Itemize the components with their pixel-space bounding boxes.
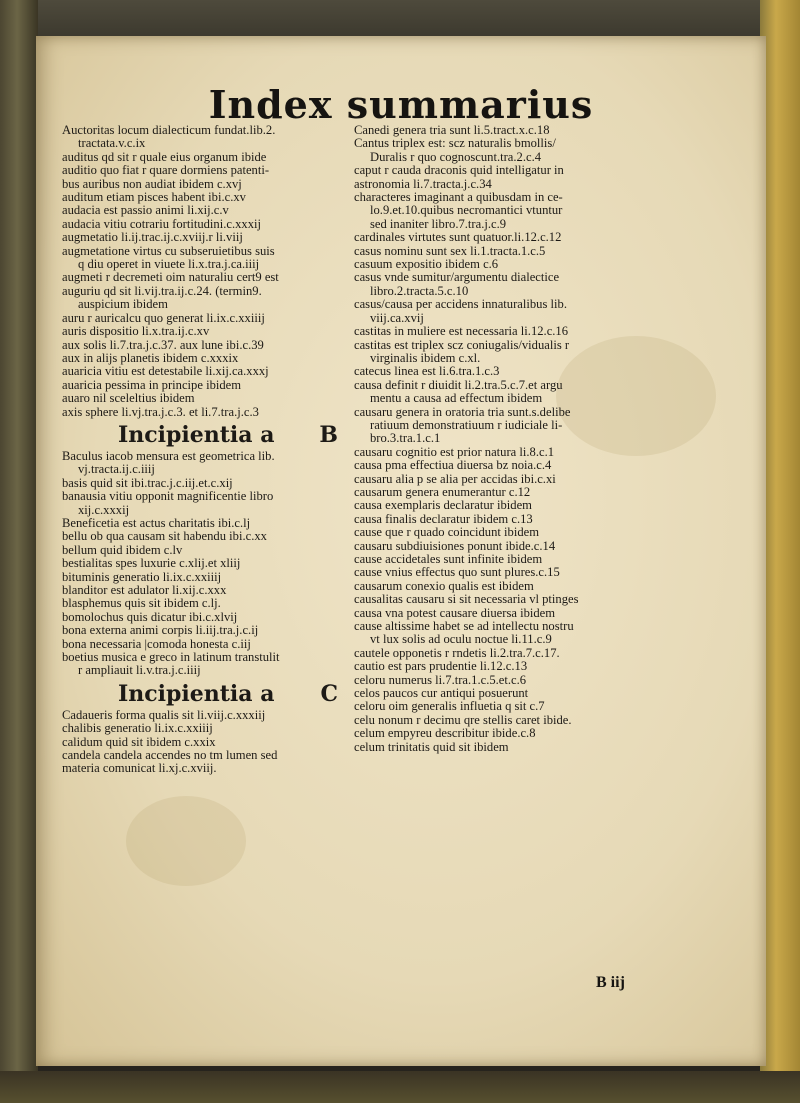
- index-entry: casus vnde sumitur/argumentu dialectice: [354, 271, 560, 285]
- index-entry: sed inaniter libro.7.tra.j.c.9: [370, 217, 507, 231]
- index-entry: auditio quo fiat r quare dormiens patenti-: [62, 164, 270, 178]
- index-entry: celos paucos cur antiqui posuerunt: [354, 687, 529, 701]
- index-entry: axis sphere li.vj.tra.j.c.3. et li.7.tra.j.c.3: [62, 405, 259, 419]
- index-entry: cautio est pars prudentie li.12.c.13: [354, 660, 528, 674]
- index-entry: cause que r quado coincidunt ibidem: [354, 526, 540, 540]
- index-entry: audacia vitiu cotrariu fortitudini.c.xxxij: [62, 217, 261, 231]
- index-entry: characteres imaginant a quibusdam in ce-: [354, 191, 563, 205]
- index-entry: castitas in muliere est necessaria li.12.c.16: [354, 325, 569, 339]
- page-leaf: [36, 36, 766, 1066]
- index-entry: bellum quid ibidem c.lv: [62, 543, 183, 557]
- index-entry: bestialitas spes luxurie c.xlij.et xliij: [62, 557, 241, 571]
- index-entry: causa vna potest causare diuersa ibidem: [354, 606, 556, 620]
- index-entry: auaricia vitiu est detestabile li.xij.ca.xxxj: [62, 365, 269, 379]
- index-entry: vt lux solis ad oculu noctue li.11.c.9: [370, 633, 552, 647]
- index-entry: r ampliauit li.v.tra.j.c.iiij: [78, 664, 201, 678]
- index-entry: caput r cauda draconis quid intelligatur in: [354, 164, 564, 178]
- index-entry: causaru subdiuisiones ponunt ibide.c.14: [354, 539, 556, 553]
- entries-b-list: [62, 450, 362, 678]
- index-entry: causa pma effectiua diuersa bz noia.c.4: [354, 459, 552, 473]
- index-entry: bona necessaria |comoda honesta c.iij: [62, 637, 251, 651]
- page-edges: [760, 0, 800, 1103]
- section-heading-word: Incipientia a: [118, 421, 275, 448]
- index-entry: causaru cognitio est prior natura li.8.c.1: [354, 445, 555, 459]
- index-entry: auspicium ibidem: [78, 298, 168, 312]
- index-entry: auris dispositio li.x.tra.ij.c.xv: [62, 325, 210, 339]
- index-entry: candela candela accendes no tm lumen sed: [62, 749, 278, 763]
- index-entry: auditus qd sit r quale eius organum ibide: [62, 150, 267, 164]
- index-entry: calidum quid sit ibidem c.xxix: [62, 735, 216, 749]
- index-entry: auru r auricalcu quo generat li.ix.c.xxiiij: [62, 311, 265, 325]
- index-entry: bellu ob qua causam sit habendu ibi.c.xx: [62, 530, 267, 544]
- index-entry: auaricia pessima in principe ibidem: [62, 378, 242, 392]
- index-entry: chalibis generatio li.ix.c.xxiiij: [62, 722, 213, 736]
- index-entry: bona externa animi corpis li.iij.tra.j.c.ij: [62, 624, 259, 638]
- index-entry: auditum etiam pisces habent ibi.c.xv: [62, 191, 246, 205]
- index-entry: celoru numerus li.7.tra.1.c.5.et.c.6: [354, 673, 527, 687]
- index-entry: augmetatio li.ij.trac.ij.c.xviij.r li.viij: [62, 231, 243, 245]
- index-entry: Baculus iacob mensura est geometrica lib.: [62, 449, 275, 463]
- index-entry: augmeti r decremeti oim naturaliu cert9 est: [62, 271, 279, 285]
- book-binding: [0, 0, 38, 1103]
- left-column: [62, 124, 362, 776]
- index-entry: casus/causa per accidens innaturalibus lib.: [354, 298, 567, 312]
- paper-stain: [126, 796, 246, 886]
- index-entry: celum trinitatis quid sit ibidem: [354, 740, 509, 754]
- index-entry: tractata.v.c.ix: [78, 137, 146, 151]
- index-entry: casus nominu sunt sex li.1.tracta.1.c.5: [354, 244, 546, 258]
- index-entry: augmetatione virtus cu subseruietibus suis: [62, 244, 275, 258]
- index-entry: bus auribus non audiat ibidem c.xvj: [62, 177, 242, 191]
- index-entry: cause altissime habet se ad intellectu nostru: [354, 620, 574, 634]
- index-entry: Cadaueris forma qualis sit li.viij.c.xxxiij: [62, 708, 266, 722]
- index-entry: mentu a causa ad effectum ibidem: [370, 392, 543, 406]
- index-entry: celum empyreu describitur ibide.c.8: [354, 727, 536, 741]
- signature-mark: B iij: [596, 974, 625, 991]
- index-entry: castitas est triplex scz coniugalis/vidualis r: [354, 338, 570, 352]
- page-title: Index summarius: [208, 82, 594, 127]
- index-entry: audacia est passio animi li.xij.c.v: [62, 204, 229, 218]
- index-entry: causa definit r diuidit li.2.tra.5.c.7.et argu: [354, 378, 563, 392]
- index-entry: astronomia li.7.tracta.j.c.34: [354, 177, 492, 191]
- index-entry: auaro nil sceleltius ibidem: [62, 392, 195, 406]
- index-entry: Cantus triplex est: scz naturalis bmollis/: [354, 137, 556, 151]
- right-column: [354, 124, 719, 754]
- index-entry: aux solis li.7.tra.j.c.37. aux lune ibi.c.39: [62, 338, 264, 352]
- index-entry: aux in alijs planetis ibidem c.xxxix: [62, 351, 239, 365]
- index-entry: casuum expositio ibidem c.6: [354, 258, 499, 272]
- index-entry: causa exemplaris declaratur ibidem: [354, 499, 532, 513]
- index-entry: virginalis ibidem c.xl.: [370, 351, 481, 365]
- index-entry: cause vnius effectus quo sunt plures.c.15: [354, 566, 560, 580]
- index-entry: banausia vitiu opponit magnificentie libro: [62, 490, 274, 504]
- bottom-edge: [0, 1071, 800, 1103]
- index-entry: cautele opponetis r rndetis li.2.tra.7.c.17.: [354, 646, 560, 660]
- index-entry: celoru oim generalis influetia q sit c.7: [354, 700, 545, 714]
- index-entry: libro.2.tracta.5.c.10: [370, 284, 469, 298]
- section-heading-letter: C: [320, 680, 338, 707]
- index-entry: basis quid sit ibi.trac.j.c.iij.et.c.xij: [62, 476, 233, 490]
- section-heading-b: [118, 423, 338, 447]
- index-entry: Canedi genera tria sunt li.5.tract.x.c.18: [354, 124, 550, 137]
- index-entry: Beneficetia est actus charitatis ibi.c.lj: [62, 516, 251, 530]
- index-entry: bro.3.tra.1.c.1: [370, 432, 441, 446]
- index-entry: Auctoritas locum dialecticum fundat.lib.2.: [62, 124, 276, 137]
- index-entry: Duralis r quo cognoscunt.tra.2.c.4: [370, 150, 542, 164]
- index-entry: materia comunicat li.xj.c.xviij.: [62, 762, 217, 776]
- index-entry: viij.ca.xvij: [370, 311, 424, 325]
- index-entry: causalitas causaru si sit necessaria vl ptinges: [354, 593, 579, 607]
- index-entry: cardinales virtutes sunt quatuor.li.12.c.12: [354, 231, 562, 245]
- index-entry: boetius musica e greco in latinum transtulit: [62, 651, 280, 665]
- index-entry: causaru alia p se alia per accidas ibi.c.xi: [354, 472, 556, 486]
- index-entry: blasphemus quis sit ibidem c.lj.: [62, 597, 221, 611]
- index-entry: celu nonum r decimu qre stellis caret ibide.: [354, 713, 572, 727]
- index-entry: ratiuum demonstratiuum r iudiciale li-: [370, 418, 563, 432]
- index-entry: bomolochus quis dicatur ibi.c.xlvij: [62, 610, 238, 624]
- index-entry: catecus linea est li.6.tra.1.c.3: [354, 365, 500, 379]
- section-heading-letter: B: [319, 421, 338, 448]
- index-entry: vj.tracta.ij.c.iiij: [78, 463, 155, 477]
- index-entry: auguriu qd sit li.vij.tra.ij.c.24. (termin9.: [62, 284, 262, 298]
- index-entry: q diu operet in viuete li.x.tra.j.ca.iiij: [78, 258, 260, 272]
- index-entry: causarum conexio qualis est ibidem: [354, 579, 534, 593]
- section-heading-word: Incipientia a: [118, 680, 275, 707]
- index-entry: causarum genera enumerantur c.12: [354, 485, 531, 499]
- index-entry: bituminis generatio li.ix.c.xxiiij: [62, 570, 222, 584]
- index-entry: lo.9.et.10.quibus necromantici vtuntur: [370, 204, 563, 218]
- index-entry: xij.c.xxxij: [78, 503, 130, 517]
- index-entry: cause accidetales sunt infinite ibidem: [354, 553, 543, 566]
- index-entry: causaru genera in oratoria tria sunt.s.delibe: [354, 405, 571, 419]
- entries-c-continued-list: [354, 124, 719, 754]
- entries-c-list: [62, 709, 362, 776]
- index-entry: causa finalis declaratur ibidem c.13: [354, 512, 533, 526]
- top-edge: [0, 0, 800, 40]
- section-heading-c: [118, 682, 338, 706]
- index-entry: blanditor est adulator li.xij.c.xxx: [62, 584, 227, 597]
- entries-a-list: [62, 124, 362, 419]
